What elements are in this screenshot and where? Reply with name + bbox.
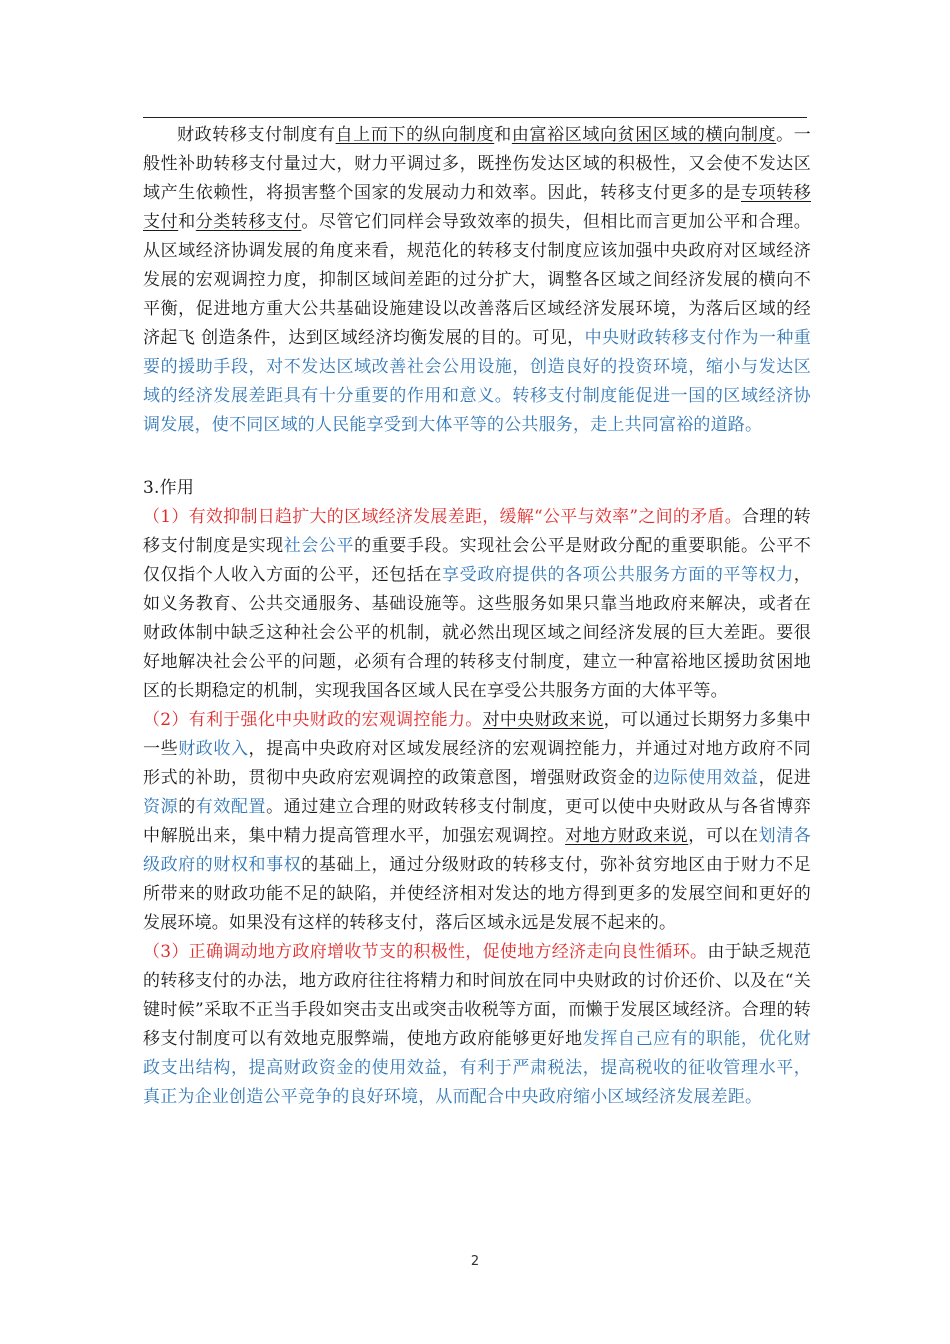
- text-span: 的重要手段。实现社会公平是财政分配的重要职能。公平不仅仅指个人收入方面的公平，还包括在: [143, 536, 811, 585]
- point-1-paragraph: [143, 503, 811, 706]
- point-3-paragraph: [143, 938, 811, 1112]
- text-span: 。通过建立合理的财政转移支付制度，更可以使中央财政从与各省博弈中解脱出来，集中精力提高管理水平，加强宏观调控。: [143, 797, 811, 846]
- text-span: 的基础上，通过分级财政的转移支付，弥补贫穷地区由于财力不足所带来的财政功能不足的缺陷，并使经济相对发达的地方得到更多的发展空间和更好的发展环境。如果没有这样的转移支付，落后区域永远是发展不起来的。: [143, 855, 811, 933]
- underlined-term: 由富裕区域向贫困区域的横向制度: [511, 125, 777, 145]
- underlined-term: 分类转移支付: [195, 212, 302, 232]
- page-number: 2: [470, 1254, 480, 1269]
- text-span: 由于缺乏规范的转移支付的办法，地方政府往往将精力和时间放在同中央财政的讨价还价、以及在“关键时候”采取不正当手段如突击支出或突击收税等方面，而懒于发展区域经济。合理的转移支付制度可以有效地克服弊端，使地方政府能够更好地: [143, 942, 812, 1049]
- highlighted-text: 享受政府提供的各项公共服务方面的平等权力: [442, 565, 794, 585]
- section-heading: 3.作用: [143, 478, 195, 498]
- point-2-paragraph: [143, 706, 811, 938]
- intro-paragraph: [143, 121, 811, 440]
- text-span: ，提高中央政府对区域发展经济的宏观调控能力，并通过对地方政府不同形式的补助，贯彻中央政府宏观调控的政策意图，增强财政资金的: [143, 739, 811, 788]
- header-rule: [143, 117, 807, 118]
- highlighted-text: 划清各级政府的财权和事权: [143, 826, 811, 875]
- point-1-title: （1）有效抑制日趋扩大的区域经济发展差距，缓解“公平与效率”之间的矛盾。: [143, 507, 742, 527]
- highlighted-text: 中央财政转移支付作为一种重要的援助手段，对不发达区域改善社会公用设施，创造良好的投资环境，缩小与发达区域的经济发展差距具有十分重要的作用和意义。转移支付制度能促进一国的区域经济协调发展，使不同区域的人民能享受到大体平等的公共服务，走上共同富裕的道路。: [143, 328, 811, 435]
- underlined-term: 对地方财政来说: [565, 826, 689, 846]
- underlined-term: 自上而下的纵向制度: [335, 125, 495, 145]
- text-span: 。尽管它们同样会导致效率的损失，但相比而言更加公平和合理。从区域经济协调发展的角度来看，规范化的转移支付制度应该加强中央政府对区域经济发展的宏观调控力度，抑制区域间差距的过分扩大，调整各区域之间经济发展的横向不平衡，促进地方重大公共基础设施建设以改善落后区域经济发展环境，为落后区域的经济起飞 创造条件，达到区域经济均衡发展的目的。可见，: [143, 212, 811, 348]
- text-span: 和: [494, 125, 512, 145]
- highlighted-text: 发挥自己应有的职能，优化财政支出结构，提高财政资金的使用效益，有利于严肃税法，提高税收的征收管理水平，真正为企业创造公平竞争的良好环境，从而配合中央政府缩小区域经济发展差距。: [143, 1029, 812, 1107]
- text-span: 的: [178, 797, 196, 817]
- underlined-term: 对中央财政来说: [482, 710, 604, 730]
- underlined-term: 专项转移支付: [143, 183, 811, 232]
- point-3-title: （3）正确调动地方政府增收节支的积极性，促使地方经济走向良性循环。: [143, 942, 708, 962]
- highlighted-text: 财政收入: [178, 739, 249, 759]
- point-2-title: （2）有利于强化中央财政的宏观调控能力。: [143, 710, 483, 730]
- highlighted-text: 有效配置: [195, 797, 267, 817]
- text-span: ，可以通过长期努力多集中一些: [143, 710, 811, 759]
- text-span: 财政转移支付制度有: [177, 125, 336, 145]
- text-span: ，如义务教育、公共交通服务、基础设施等。这些服务如果只靠当地政府来解决，或者在财政体制中缺乏这种社会公平的机制，就必然出现区域之间经济发展的巨大差距。要很好地解决社会公平的问题，必须有合理的转移支付制度，建立一种富裕地区援助贫困地区的长期稳定的机制，实现我国各区域人民在享受公共服务方面的大体平等。: [143, 565, 811, 701]
- text-span: ，促进: [758, 768, 811, 788]
- highlighted-text: 边际使用效益: [653, 768, 759, 788]
- text-span: 合理的转移支付制度是实现: [143, 507, 811, 556]
- text-span: ，可以在: [688, 826, 759, 846]
- text-span: 和: [178, 212, 196, 232]
- text-span: 。一般性补助转移支付量过大，财力平调过多，既挫伤发达区域的积极性，又会使不发达区域产生依赖性，将损害整个国家的发展动力和效率。因此，转移支付更多的是: [143, 125, 811, 203]
- document-body: [143, 121, 811, 1112]
- highlighted-text: 社会公平: [283, 536, 355, 556]
- highlighted-text: 资源: [143, 797, 179, 817]
